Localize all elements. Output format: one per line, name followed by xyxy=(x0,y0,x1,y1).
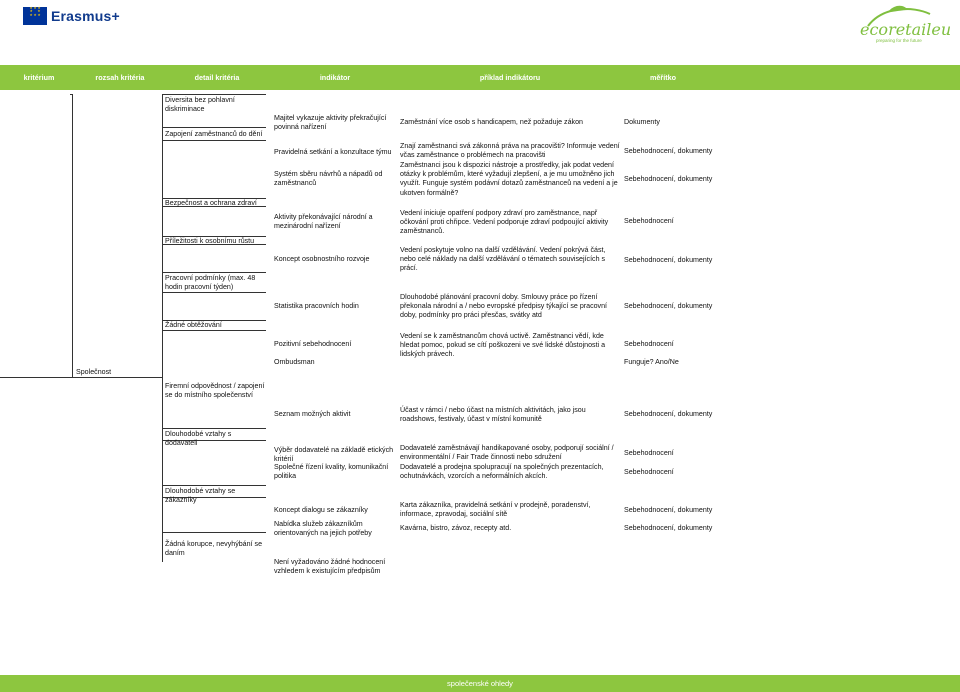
measure-item: Sebehodnocení, dokumenty xyxy=(624,302,713,310)
grid-line xyxy=(162,272,266,273)
measure-item: Sebehodnocení xyxy=(624,449,674,457)
measure-item: Sebehodnocení, dokumenty xyxy=(624,175,713,183)
grid-line xyxy=(72,94,73,377)
scope-item: Dlouhodobé vztahy s dodavateli xyxy=(165,430,232,448)
scope-item: Firemní odpovědnost / zapojení se do místního společenství xyxy=(165,382,265,400)
example-item: Zaměstnanci jsou k dispozici nástroje a prostředky, jak podat vedení otázky k problémům, které vyžadují zlepšení, a je mu umožněno jich využít. Funguje systém podávní dotazů zaměstnanceů na vedení a je ukotven formálně? xyxy=(400,161,618,197)
indicator-item: Systém sběru návrhů a nápadů od zaměstnanců xyxy=(274,170,383,188)
column-header-criterion: kritérium xyxy=(23,73,55,82)
column-header-indicator: indikátor xyxy=(319,73,351,82)
scope-item: Pracovní podmínky (max. 48 hodin pracovní týden) xyxy=(165,274,256,292)
footer-title: společenské ohledy xyxy=(447,679,513,688)
example-item: Účast v rámci / nebo účast na místních aktivitách, jako jsou roadshows, festivaly, účast v místní komunitě xyxy=(400,406,586,424)
measure-item: Sebehodnocení, dokumenty xyxy=(624,147,713,155)
measure-item: Sebehodnocení, dokumenty xyxy=(624,524,713,532)
grid-line xyxy=(162,140,266,141)
grid-line xyxy=(162,94,163,562)
indicator-item: Seznam možných aktivit xyxy=(274,410,351,418)
logo-tagline: preparing for the future xyxy=(876,38,922,43)
indicator-item: Statistika pracovních hodin xyxy=(274,302,359,310)
measure-item: Funguje? Ano/Ne xyxy=(624,358,679,366)
measure-item: Sebehodnocení, dokumenty xyxy=(624,410,713,418)
scope-item: Diversita bez pohlavní diskriminace xyxy=(165,96,235,114)
indicator-item: Aktivity překonávající národní a mezinárodní nařízení xyxy=(274,213,373,231)
grid-line xyxy=(162,127,266,128)
indicator-item: Ombudsman xyxy=(274,358,315,366)
grid-line xyxy=(162,94,266,95)
example-item: Vedení poskytuje volno na další vzdělávání. Vedení pokrývá část, nebo celé náklady na další vzdělávání o tématech souvisejících s prácí. xyxy=(400,246,606,273)
indicator-item: Není vyžadováno žádné hodnocení vzhledem k existujícím předpisům xyxy=(274,558,386,576)
indicator-item: Výběr dodavatelé na základě etických kritérií xyxy=(274,446,394,464)
indicator-item: Pravidelná setkání a konzultace týmu xyxy=(274,148,392,156)
measure-item: Dokumenty xyxy=(624,118,660,126)
scope-item: Příležitosti k osobnímu růstu xyxy=(165,237,255,245)
measure-item: Sebehodnocení, dokumenty xyxy=(624,506,713,514)
example-item: Znají zaměstnanci svá zákonná práva na pracovišti? Informuje vedení včas zaměstnance o problémech na pracovišti xyxy=(400,142,620,160)
scope-item: Bezpečnost a ochrana zdraví xyxy=(165,199,257,207)
grid-line xyxy=(162,428,266,429)
criterion-label: Společnost xyxy=(76,368,112,376)
erasmus-logo: Erasmus+ xyxy=(51,8,120,24)
ecoretail-logo: ecoretaileu xyxy=(860,20,952,39)
scope-item: Dlouhodobé vztahy se zákazníky xyxy=(165,487,236,505)
example-item: Dodavatelé zaměstnávají handikapované osoby, podporují sociální / environmentální / Fair Trade činnosti nebo sdružení xyxy=(400,444,614,462)
measure-item: Sebehodnocení xyxy=(624,217,674,225)
example-item: Karta zákazníka, pravidelná setkání v prodejně, poradenství, informace, zpravodaj, sociální sítě xyxy=(400,501,591,519)
measure-item: Sebehodnocení, dokumenty xyxy=(624,256,713,264)
measure-item: Sebehodnocení xyxy=(624,468,674,476)
example-item: Dlouhodobé plánování pracovní doby. Smlouvy práce po řízení překonala národní a / nebo evropské předpisy týkající se pracovní doby, podmínky pro práci přesčas, svátky atd xyxy=(400,293,608,320)
column-header-detail: detail kritéria xyxy=(194,73,240,82)
indicator-item: Společné řízení kvality, komunikační politika xyxy=(274,463,389,481)
example-item: Dodavatelé a prodejna spolupracují na společných prezentacích, ochutnávkách, vzorcích a neformálních akcích. xyxy=(400,463,604,481)
measure-item: Sebehodnocení xyxy=(624,340,674,348)
indicator-item: Koncept osobnostního rozvoje xyxy=(274,255,370,263)
example-item: Zaměstnání více osob s handicapem, než požaduje zákon xyxy=(400,118,583,126)
scope-item: Zapojení zaměstnanců do dění xyxy=(165,130,263,138)
scope-item: Žádná korupce, nevyhýbání se daním xyxy=(165,540,263,558)
indicator-item: Koncept dialogu se zákazníky xyxy=(274,506,368,514)
column-header-scope: rozsah kritéria xyxy=(95,73,145,82)
example-item: Vedení se k zaměstnancům chová uctivě. Zaměstnanci vědí, kde hledat pomoc, pokud se cítí poškozeni ve své lidské důstojnosti a lidských právech. xyxy=(400,332,606,359)
grid-line xyxy=(162,532,266,533)
eu-flag-icon: ★ ★ ★ ★ ★ ★ ★ ★ xyxy=(23,7,47,25)
indicator-item: Pozitivní sebehodnocení xyxy=(274,340,352,348)
example-item: Kavárna, bistro, závoz, recepty atd. xyxy=(400,524,512,532)
column-header-measure: měřítko xyxy=(650,73,676,82)
indicator-item: Majitel vykazuje aktivity překračující povinná nařízení xyxy=(274,114,387,132)
indicator-item: Nabídka služeb zákazníkům orientovaných na jejich potřeby xyxy=(274,520,372,538)
example-item: Vedení iniciuje opatření podpory zdraví pro zaměstnance, např očkování proti chřipce. Vedení podporuje zdraví podpoující aktivity zaměstnanců. xyxy=(400,209,609,236)
grid-line xyxy=(162,485,266,486)
scope-item: Žádné obtěžování xyxy=(165,321,222,329)
column-header-example: příklad indikátoru xyxy=(479,73,541,82)
